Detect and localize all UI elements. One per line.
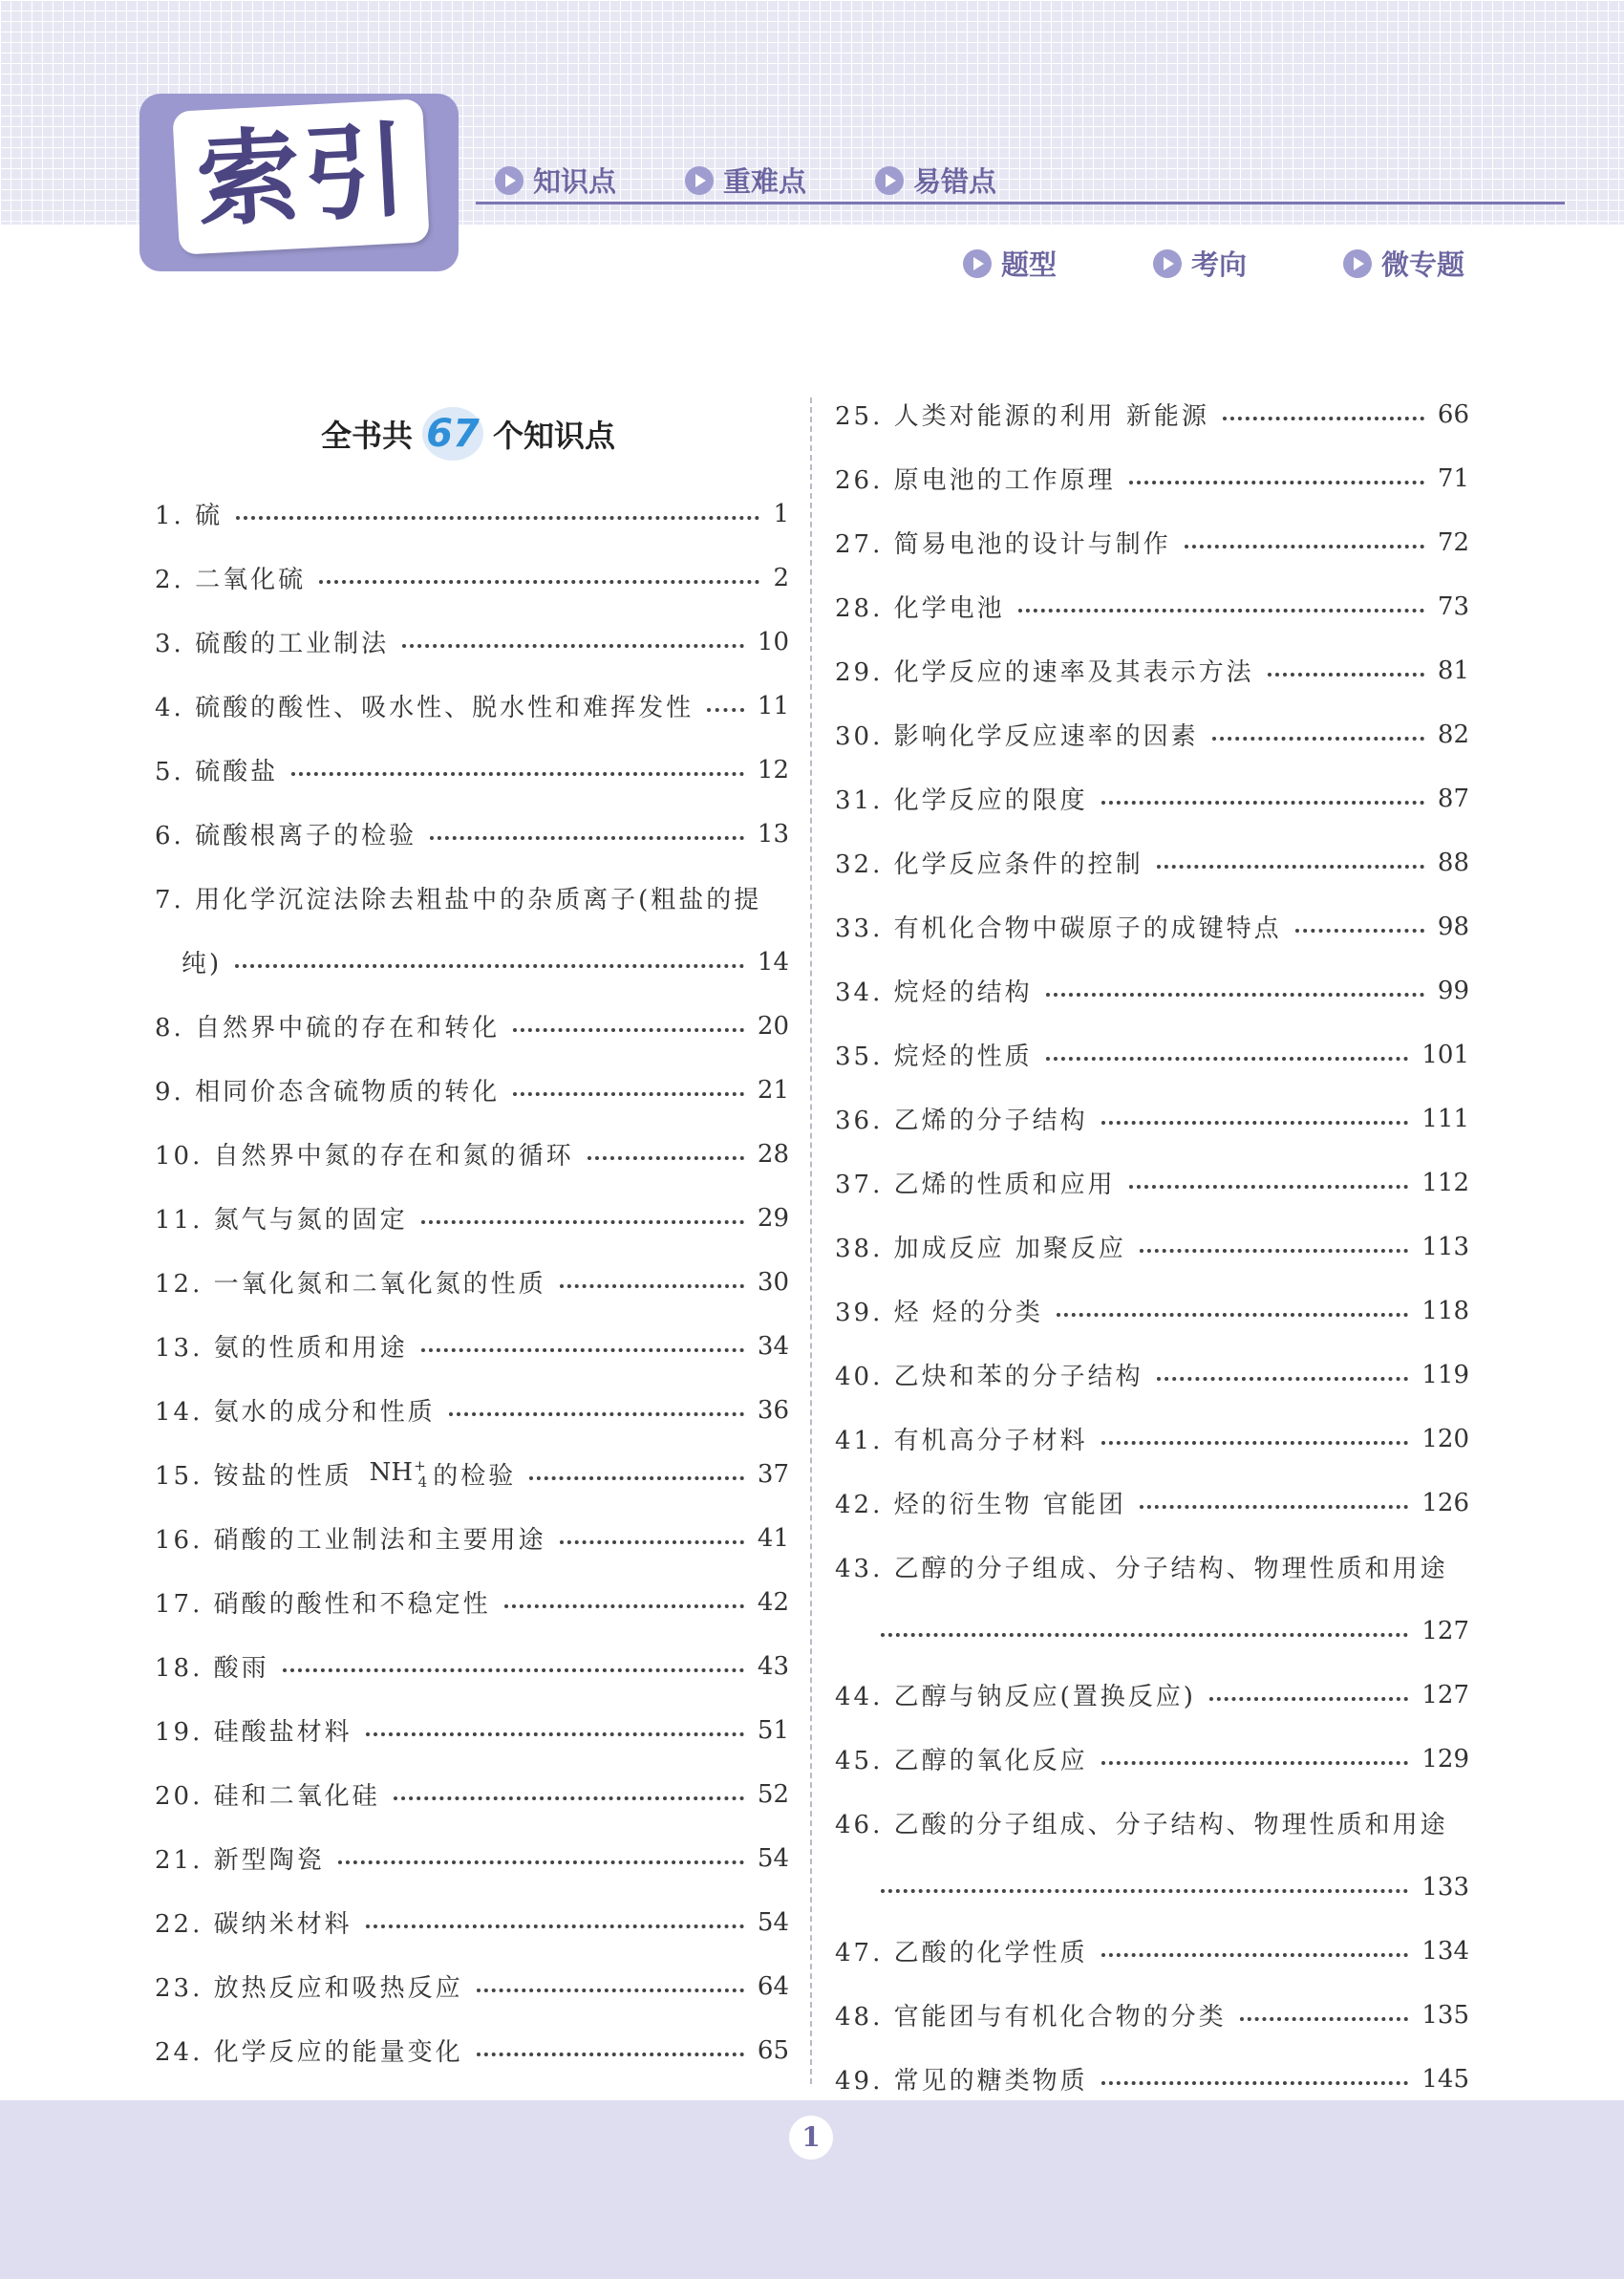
legend-label: 知识点 [533, 165, 617, 198]
ion-charge: + [414, 1457, 426, 1475]
dot-leader [477, 2053, 744, 2056]
dot-leader [1101, 801, 1424, 805]
toc-entry-label: 2. 二氧化硫 [155, 566, 307, 594]
dot-leader [283, 1668, 744, 1672]
toc-entry-label: 34. 烷烃的结构 [835, 978, 1033, 1007]
toc-entry-label: 43. 乙醇的分子组成、分子结构、物理性质和用途 [835, 1555, 1448, 1583]
dot-leader [366, 1924, 744, 1928]
dot-leader [1101, 1761, 1409, 1765]
toc-entry [155, 482, 789, 546]
toc-entry-page: 120 [1421, 1424, 1469, 1453]
knowledge-point-total [321, 405, 615, 462]
dot-leader [338, 1860, 744, 1864]
toc-entry-label: 35. 烷烃的性质 [835, 1043, 1033, 1071]
toc-entry-label: 33. 有机化合物中碳原子的成键特点 [835, 914, 1282, 943]
toc-entry-label: 4. 硫酸的酸性、吸水性、脱水性和难挥发性 [155, 694, 694, 722]
toc-entry-label: 27. 简易电池的设计与制作 [835, 530, 1171, 559]
toc-entry [835, 1471, 1469, 1535]
toc-entry-page: 30 [757, 1267, 789, 1297]
toc-entry-label: 5. 硫酸盐 [155, 758, 279, 786]
toc-entry-page: 10 [757, 627, 789, 656]
dot-leader [881, 1889, 1408, 1893]
toc-entry-page: 82 [1437, 720, 1469, 749]
toc-entry [155, 1506, 789, 1570]
toc-entry [835, 446, 1469, 510]
toc-entry-page: 101 [1421, 1040, 1469, 1069]
toc-entry [155, 1762, 789, 1826]
dot-leader [236, 516, 759, 520]
toc-entry-continuation: 纯) [182, 950, 223, 978]
toc-entry [835, 638, 1469, 702]
toc-entry-page: 36 [757, 1395, 789, 1425]
toc-right-column [835, 382, 1469, 2111]
toc-entry-label: 1. 硫 [155, 502, 224, 530]
legend-label: 考向 [1191, 248, 1248, 281]
legend-error-prone-point [875, 161, 996, 200]
toc-entry-label: 36. 乙烯的分子结构 [835, 1107, 1088, 1135]
dot-leader [1018, 609, 1424, 613]
dot-leader [529, 1476, 744, 1480]
legend-knowledge-point [495, 161, 616, 200]
toc-entry [835, 574, 1469, 638]
column-divider [810, 398, 812, 2084]
legend-exam-direction [1153, 244, 1247, 283]
toc-entry-label: 14. 氨水的成分和性质 [155, 1398, 436, 1427]
toc-entry-label: 49. 常见的糖类物质 [835, 2067, 1088, 2096]
play-circle-icon [495, 166, 524, 195]
toc-entry-page: 20 [757, 1011, 789, 1041]
toc-entry [155, 1890, 789, 1954]
toc-entry-page: 111 [1421, 1104, 1469, 1133]
toc-entry [835, 1727, 1469, 1791]
dot-leader [707, 708, 744, 712]
dot-leader [1046, 1057, 1409, 1061]
dot-leader [449, 1412, 744, 1416]
total-prefix: 全书共 [321, 418, 414, 454]
toc-entry [835, 1599, 1469, 1663]
toc-entry-label: 45. 乙醇的氧化反应 [835, 1747, 1088, 1775]
toc-entry-label: 18. 酸雨 [155, 1654, 269, 1683]
toc-entry-label: 22. 碳纳米材料 [155, 1910, 353, 1939]
toc-entry-label: 32. 化学反应条件的控制 [835, 850, 1143, 879]
toc-entry [155, 1634, 789, 1698]
dot-leader [430, 836, 744, 840]
toc-entry-label: 19. 硅酸盐材料 [155, 1718, 353, 1747]
toc-entry-page: 14 [757, 947, 789, 977]
toc-entry-page: 126 [1421, 1488, 1469, 1517]
toc-entry-label: 39. 烃 烃的分类 [835, 1299, 1043, 1327]
toc-entry [155, 1826, 789, 1890]
toc-entry-page: 34 [757, 1331, 789, 1361]
legend-label: 易错点 [913, 165, 997, 198]
dot-leader [1223, 417, 1424, 420]
toc-entry-page: 127 [1421, 1616, 1469, 1645]
toc-entry-label: 26. 原电池的工作原理 [835, 466, 1116, 495]
dot-leader [394, 1796, 744, 1800]
dot-leader [1046, 993, 1424, 997]
page-number: 1 [789, 2116, 833, 2160]
play-circle-icon [1153, 249, 1182, 278]
toc-entry [155, 1442, 789, 1506]
toc-entry-label: 6. 硫酸根离子的检验 [155, 822, 417, 850]
toc-entry-page: 66 [1437, 399, 1469, 429]
play-circle-icon [685, 166, 714, 195]
toc-entry [155, 1570, 789, 1634]
toc-entry-page: 54 [757, 1907, 789, 1937]
toc-entry-label-line [835, 1535, 1469, 1599]
toc-entry-label: 29. 化学反应的速率及其表示方法 [835, 658, 1254, 687]
toc-entry [835, 1150, 1469, 1215]
toc-entry [835, 1407, 1469, 1471]
toc-entry-page: 42 [757, 1587, 789, 1617]
toc-entry [155, 2018, 789, 2082]
toc-entry-page: 118 [1421, 1296, 1469, 1325]
toc-entry-page: 54 [757, 1843, 789, 1873]
dot-leader [1185, 545, 1424, 548]
toc-entry [835, 766, 1469, 830]
legend-rule [476, 202, 1565, 204]
toc-entry-label: 21. 新型陶瓷 [155, 1846, 325, 1875]
toc-entry-label: 37. 乙烯的性质和应用 [835, 1171, 1116, 1199]
toc-entry-label-after: 的检验 [433, 1462, 517, 1491]
toc-entry-label: 8. 自然界中硫的存在和转化 [155, 1014, 501, 1043]
toc-entry-page: 145 [1421, 2064, 1469, 2094]
toc-entry [155, 1954, 789, 2018]
toc-entry-label: 47. 乙酸的化学性质 [835, 1939, 1088, 1967]
dot-leader [1101, 1441, 1409, 1445]
toc-entry [155, 1058, 789, 1122]
toc-entry-page: 1 [773, 499, 789, 528]
toc-entry-page: 135 [1421, 2000, 1469, 2030]
toc-entry-label: 31. 化学反应的限度 [835, 786, 1088, 815]
toc-entry [835, 1919, 1469, 1983]
toc-entry-label: 15. 铵盐的性质 [155, 1462, 353, 1491]
ammonium-ion-formula [370, 1457, 428, 1490]
toc-entry-page: 64 [757, 1971, 789, 2001]
toc-entry [835, 1663, 1469, 1727]
dot-leader [513, 1092, 744, 1096]
dot-leader [477, 1989, 744, 1992]
toc-entry-label: 40. 乙炔和苯的分子结构 [835, 1363, 1143, 1391]
toc-entry-label: 11. 氮气与氮的固定 [155, 1206, 408, 1235]
toc-entry-label: 48. 官能团与有机化合物的分类 [835, 2003, 1227, 2032]
toc-entry [835, 894, 1469, 958]
toc-entry [155, 610, 789, 674]
toc-entry-page: 52 [757, 1779, 789, 1809]
toc-entry-page: 88 [1437, 848, 1469, 877]
toc-entry [835, 1215, 1469, 1279]
dot-leader [421, 1348, 744, 1352]
toc-entry-label: 7. 用化学沉淀法除去粗盐中的杂质离子(粗盐的提 [155, 886, 762, 914]
legend-label: 微专题 [1381, 248, 1465, 281]
dot-leader [421, 1220, 744, 1224]
dot-leader [1240, 2017, 1409, 2021]
toc-entry-page: 72 [1437, 527, 1469, 557]
toc-entry [835, 1279, 1469, 1343]
dot-leader [1101, 1121, 1409, 1125]
toc-entry-page: 129 [1421, 1744, 1469, 1774]
toc-entry-label: 23. 放热反应和吸热反应 [155, 1974, 463, 2003]
toc-entry-label: 44. 乙醇与钠反应(置换反应) [835, 1683, 1196, 1711]
toc-entry [835, 382, 1469, 446]
toc-entry-label: 42. 烃的衍生物 官能团 [835, 1491, 1126, 1519]
ion-symbol: NH [369, 1458, 414, 1488]
toc-entry-label: 13. 氨的性质和用途 [155, 1334, 408, 1363]
toc-entry-label: 3. 硫酸的工业制法 [155, 630, 390, 658]
index-title: 索引 [193, 111, 415, 242]
toc-left-column [155, 482, 789, 2082]
toc-entry [155, 674, 789, 738]
dot-leader [402, 644, 744, 648]
toc-entry [155, 930, 789, 994]
toc-entry [835, 1983, 1469, 2047]
legend-label: 题型 [1001, 248, 1058, 281]
dot-leader [319, 580, 759, 584]
toc-entry [155, 1378, 789, 1442]
toc-entry-page: 13 [757, 819, 789, 849]
dot-leader [1101, 1953, 1409, 1957]
toc-entry-label: 25. 人类对能源的利用 新能源 [835, 402, 1209, 431]
legend-label: 重难点 [723, 165, 807, 198]
toc-entry-page: 12 [757, 755, 789, 785]
toc-entry-label-line [835, 1791, 1469, 1855]
toc-entry [835, 1022, 1469, 1086]
toc-entry-page: 112 [1421, 1168, 1469, 1197]
legend-key-difficult-point [685, 161, 806, 200]
toc-entry [155, 1314, 789, 1378]
dot-leader [1157, 865, 1424, 869]
dot-leader [1140, 1249, 1408, 1253]
toc-entry [835, 1343, 1469, 1407]
dot-leader [366, 1732, 744, 1736]
toc-entry-page: 119 [1421, 1360, 1469, 1389]
toc-entry [835, 830, 1469, 894]
toc-entry [835, 1855, 1469, 1919]
dot-leader [588, 1156, 744, 1160]
toc-entry [155, 1122, 789, 1186]
dot-leader [560, 1284, 744, 1288]
dot-leader [1057, 1313, 1408, 1317]
toc-entry [835, 1086, 1469, 1150]
total-count-badge: 67 [422, 407, 483, 461]
dot-leader [881, 1633, 1408, 1637]
toc-entry-label: 20. 硅和二氧化硅 [155, 1782, 380, 1811]
dot-leader [1268, 673, 1424, 677]
toc-entry-label: 38. 加成反应 加聚反应 [835, 1235, 1126, 1263]
toc-entry [155, 1250, 789, 1314]
toc-entry-page: 21 [757, 1075, 789, 1105]
toc-entry-page: 81 [1437, 656, 1469, 685]
dot-leader [1140, 1505, 1408, 1509]
toc-entry-page: 71 [1437, 463, 1469, 493]
toc-entry [155, 546, 789, 610]
toc-entry-label: 46. 乙酸的分子组成、分子结构、物理性质和用途 [835, 1811, 1448, 1839]
toc-entry-page: 113 [1421, 1232, 1469, 1261]
toc-entry [155, 1186, 789, 1250]
toc-entry-page: 29 [757, 1203, 789, 1233]
toc-entry [155, 994, 789, 1058]
toc-entry-label: 9. 相同价态含硫物质的转化 [155, 1078, 501, 1107]
toc-entry-page: 2 [773, 563, 789, 592]
toc-entry-label: 17. 硝酸的酸性和不稳定性 [155, 1590, 491, 1619]
toc-entry-label: 41. 有机高分子材料 [835, 1427, 1088, 1455]
toc-entry-label: 24. 化学反应的能量变化 [155, 2038, 463, 2067]
toc-entry-page: 28 [757, 1139, 789, 1169]
toc-entry-label-line [155, 866, 789, 930]
toc-entry-page: 127 [1421, 1680, 1469, 1709]
toc-entry-page: 65 [757, 2035, 789, 2065]
toc-entry [155, 738, 789, 802]
toc-entry-page: 43 [757, 1651, 789, 1681]
dot-leader [1212, 737, 1424, 741]
dot-leader [1157, 1377, 1409, 1381]
toc-entry-page: 11 [757, 691, 789, 720]
toc-entry-page: 98 [1437, 912, 1469, 941]
toc-entry [835, 958, 1469, 1022]
play-circle-icon [963, 249, 992, 278]
dot-leader [291, 772, 744, 776]
play-circle-icon [1343, 249, 1372, 278]
toc-entry-page: 37 [757, 1459, 789, 1489]
dot-leader [513, 1028, 744, 1032]
toc-entry-page: 134 [1421, 1936, 1469, 1966]
dot-leader [504, 1604, 744, 1608]
toc-entry-page: 51 [757, 1715, 789, 1745]
toc-entry [155, 1698, 789, 1762]
legend-question-type [963, 244, 1057, 283]
ion-subscript: 4 [417, 1473, 428, 1491]
toc-entry-page: 99 [1437, 976, 1469, 1005]
legend-micro-topic [1343, 244, 1464, 283]
toc-entry-page: 41 [757, 1523, 789, 1553]
dot-leader [1129, 1185, 1409, 1189]
toc-entry [835, 702, 1469, 766]
dot-leader [1101, 2081, 1409, 2085]
dot-leader [1209, 1697, 1408, 1701]
total-suffix: 个知识点 [493, 418, 616, 454]
toc-entry-page: 73 [1437, 591, 1469, 621]
toc-entry-page: 87 [1437, 784, 1469, 813]
toc-entry [835, 510, 1469, 574]
dot-leader [560, 1540, 744, 1544]
dot-leader [235, 964, 744, 968]
toc-entry-label: 28. 化学电池 [835, 594, 1005, 623]
dot-leader [1129, 481, 1424, 484]
toc-entry-label: 10. 自然界中氮的存在和氮的循环 [155, 1142, 574, 1171]
toc-entry-label: 30. 影响化学反应速率的因素 [835, 722, 1199, 751]
dot-leader [1295, 929, 1424, 933]
toc-entry-label: 12. 一氧化氮和二氧化氮的性质 [155, 1270, 546, 1299]
toc-entry-label: 16. 硝酸的工业制法和主要用途 [155, 1526, 546, 1555]
play-circle-icon [875, 166, 904, 195]
toc-entry-page: 133 [1421, 1872, 1469, 1902]
toc-entry [155, 802, 789, 866]
